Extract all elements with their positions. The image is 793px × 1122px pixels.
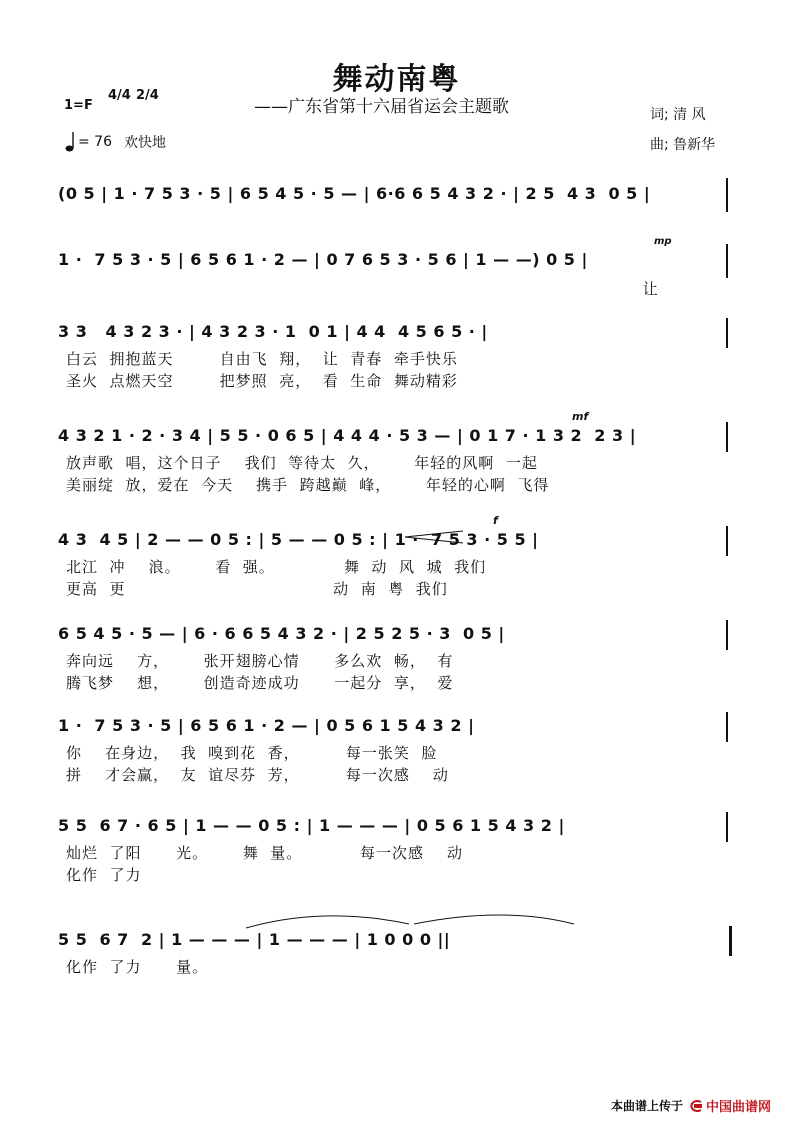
lyric-line: 圣火 点燃天空 把梦照 亮， 看 生命 舞动精彩 <box>66 372 458 390</box>
notation-line: (0 5 | 1 · 7 5 3 · 5 | 6 5 4 5 · 5 — | 6·6 6 5 4 3 2 · | 2 5 4 3 0 5 | <box>58 184 651 203</box>
notation-line: 4 3 2 1 · 2 · 3 4 | 5 5 · 0 6 5 | 4 4 4 · 5 3 — | 0 1 7 · 1 3 2 2 3 | <box>58 426 637 445</box>
site-logo-icon <box>687 1100 703 1112</box>
lyric-line: 灿烂 了阳 光。 舞 量。 每一次感 动 <box>66 844 464 862</box>
lyric-line: 腾飞梦 想， 创造奇迹成功 一起分 享， 爱 <box>66 674 454 692</box>
final-barline <box>729 926 732 956</box>
time-signature-1 <box>108 90 131 102</box>
lyric-line: 奔向远 方， 张开翅膀心情 多么欢 畅， 有 <box>66 652 454 670</box>
tempo-marking <box>64 131 166 153</box>
barline <box>726 620 728 650</box>
notation-line: 3 3 4 3 2 3 · | 4 3 2 3 · 1 0 1 | 4 4 4 5 6 5 · | <box>58 322 488 341</box>
notation-line: 6 5 4 5 · 5 — | 6 · 6 6 5 4 3 2 · | 2 5 2 5 · 3 0 5 | <box>58 624 505 643</box>
footer <box>611 1096 771 1115</box>
lyric-line: 化作 了力 <box>66 866 142 884</box>
lyric-line: 白云 拥抱蓝天 自由飞 翔， 让 青春 牵手快乐 <box>66 350 458 368</box>
notation-line: 1 · 7 5 3 · 5 | 6 5 6 1 · 2 — | 0 7 6 5 3 · 5 6 | 1 — —) 0 5 | <box>58 250 588 269</box>
barline <box>726 526 728 556</box>
barline <box>726 812 728 842</box>
composer: 曲; 鲁新华 <box>650 137 716 153</box>
notation-line: 5 5 6 7 · 6 5 | 1 — — 0 5 : | 1 — — — | 0 5 6 1 5 4 3 2 | <box>58 816 565 835</box>
notation-line: 1 · 7 5 3 · 5 | 6 5 6 1 · 2 — | 0 5 6 1 5 4 3 2 | <box>58 716 475 735</box>
lyric-line: 你 在身边， 我 嗅到花 香， 每一张笑 脸 <box>66 744 438 762</box>
page-title: 舞动南粤 <box>332 62 461 97</box>
dynamic-mp: mp <box>654 236 672 247</box>
lyricist: 词; 清 风 <box>650 107 706 123</box>
barline <box>726 712 728 742</box>
quarter-note-icon <box>64 131 76 153</box>
time-signature-value: 2/4 <box>136 88 159 103</box>
barline <box>726 178 728 212</box>
time-signature-value: 4/4 <box>108 88 131 103</box>
footer-text: 本曲谱上传于 <box>610 1099 683 1113</box>
lyric-line: 化作 了力 量。 <box>66 958 209 976</box>
time-signature-2 <box>136 90 159 102</box>
dynamic-f: f <box>493 514 498 527</box>
barline <box>726 422 728 452</box>
crescendo-hairpin <box>403 530 465 544</box>
barline <box>726 244 728 278</box>
lyric-line: 放声歌 唱，这个日子 我们 等待太 久， 年轻的风啊 一起 <box>66 454 538 472</box>
notation-line: 5 5 6 7 2 | 1 — — — | 1 — — — | 1 0 0 0 || <box>58 930 451 949</box>
notation-line: 4 3 4 5 | 2 — — 0 5 : | 5 — — 0 5 : | 1 · 7 5 3 · 5 5 | <box>58 530 539 549</box>
lyric-line: 拼 才会赢， 友 谊尽芬 芳， 每一次感 动 <box>66 766 449 784</box>
key-signature: 1=F <box>64 98 93 113</box>
lyric-line: 北江 冲 浪。 看 强。 舞 动 风 城 我们 <box>66 558 487 576</box>
expression-text: 欢快地 <box>124 135 166 151</box>
lyric-line: 更高 更 动 南 粤 我们 <box>66 580 448 598</box>
lyric-line: 美丽绽 放，爱在 今天 携手 跨越巅 峰， 年轻的心啊 飞得 <box>66 476 550 494</box>
dynamic-mf: mf <box>572 410 589 423</box>
tie-arc <box>244 910 724 930</box>
tempo-value: = 76 <box>78 134 112 150</box>
site-brand[interactable] <box>687 1096 771 1115</box>
page-subtitle: ——广东省第十六届省运会主题歌 <box>254 97 509 117</box>
barline <box>726 318 728 348</box>
site-brand-name: 中国曲谱网 <box>705 1100 771 1115</box>
lyric-line: 让 <box>66 280 659 298</box>
